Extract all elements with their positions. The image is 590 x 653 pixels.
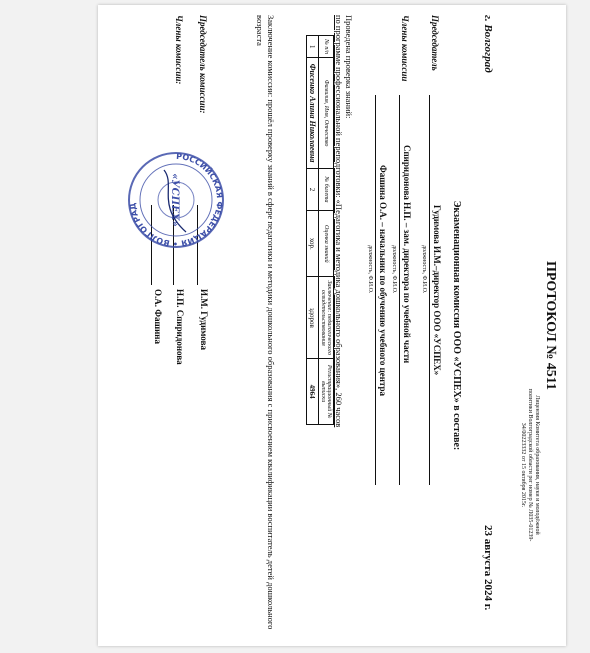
stamp-center-text: «УСПЕХ» xyxy=(169,173,180,227)
official-stamp-icon xyxy=(126,150,226,250)
member1-caption: должность, Ф.И.О. xyxy=(391,245,397,294)
member2-line xyxy=(375,95,376,485)
table-cell: 4964 xyxy=(307,359,319,425)
header-cell: № п/п xyxy=(319,36,334,58)
header-cell: № билета xyxy=(319,168,334,210)
table-header-row xyxy=(319,36,334,425)
header-cell: Фамилия, Имя, Отчество xyxy=(319,58,334,168)
member2-caption: должность, Ф.И.О. xyxy=(367,245,373,294)
members-label: Члены комиссии xyxy=(400,15,410,82)
chair-value: Гудимова И.М.–директор ООО «УСПЕХ» xyxy=(432,205,442,376)
stamp-ring-text: РОССИЙСКАЯ ФЕДЕРАЦИЯ • ВОЛГОГРАД xyxy=(128,151,225,249)
member2-value: Фашина О.А. – начальник по обучению учебного центра xyxy=(378,165,388,396)
table-cell: 2 xyxy=(307,168,319,210)
sign-chair-label: Председатель комиссии: xyxy=(198,15,208,114)
header-cell: Заключение: педагогического освидетельствования xyxy=(319,277,334,359)
protocol-date: 23 августа 2024 г. xyxy=(482,525,494,611)
program-text: по программе профессиональной переподготовки: «Педагогика и методика дошкольного образования», 260 часов xyxy=(334,15,344,428)
check-text: Проведена проверка знаний: xyxy=(344,15,354,119)
conclusion: Заключение комиссии: прошёл проверку знаний в сфере педагогики и методики дошкольного образования с присвоением квалификации воспитатель детей дошкольного возраста xyxy=(255,15,276,630)
table-row xyxy=(307,36,319,425)
table-cell: 1 xyxy=(307,36,319,58)
member1-line xyxy=(399,95,400,485)
license-note: Лицензия Комитета образования, науки и молодёжной политики Волгоградской области рег номер № Л035-01239-34/00223332 от 15 октября 2015г. xyxy=(520,388,540,542)
sign-members-label: Члены комиссии: xyxy=(174,15,184,85)
results-table xyxy=(306,35,334,425)
header-cell: Регистрационный № выписки xyxy=(319,359,334,425)
table-cell: хор. xyxy=(307,211,319,277)
chair-caption: должность, Ф.И.О. xyxy=(421,245,427,294)
sign-member1-name: Н.П. Спиридонова xyxy=(175,289,185,365)
protocol-title: ПРОТОКОЛ № 4511 xyxy=(543,260,558,390)
chair-label: Председатель xyxy=(430,15,440,71)
commission-title: Экзаменационная комиссия ООО «УСПЕХ» в составе: xyxy=(451,200,462,451)
member1-value: Спиридонова Н.П. – зам. директора по учебной части xyxy=(402,145,412,364)
city: г. Волгоград xyxy=(482,15,494,73)
sign-member2-name: О.А. Фашина xyxy=(153,289,163,344)
document-page xyxy=(98,5,566,646)
header-cell: Оценка знаний xyxy=(319,211,334,277)
chair-line xyxy=(429,95,430,485)
sign-chair-name: И.М. Гудимова xyxy=(199,289,209,350)
table-cell: Фисенко Алина Николаевна xyxy=(307,58,319,168)
rotated-document xyxy=(98,5,566,646)
table-cell: здоров xyxy=(307,277,319,359)
